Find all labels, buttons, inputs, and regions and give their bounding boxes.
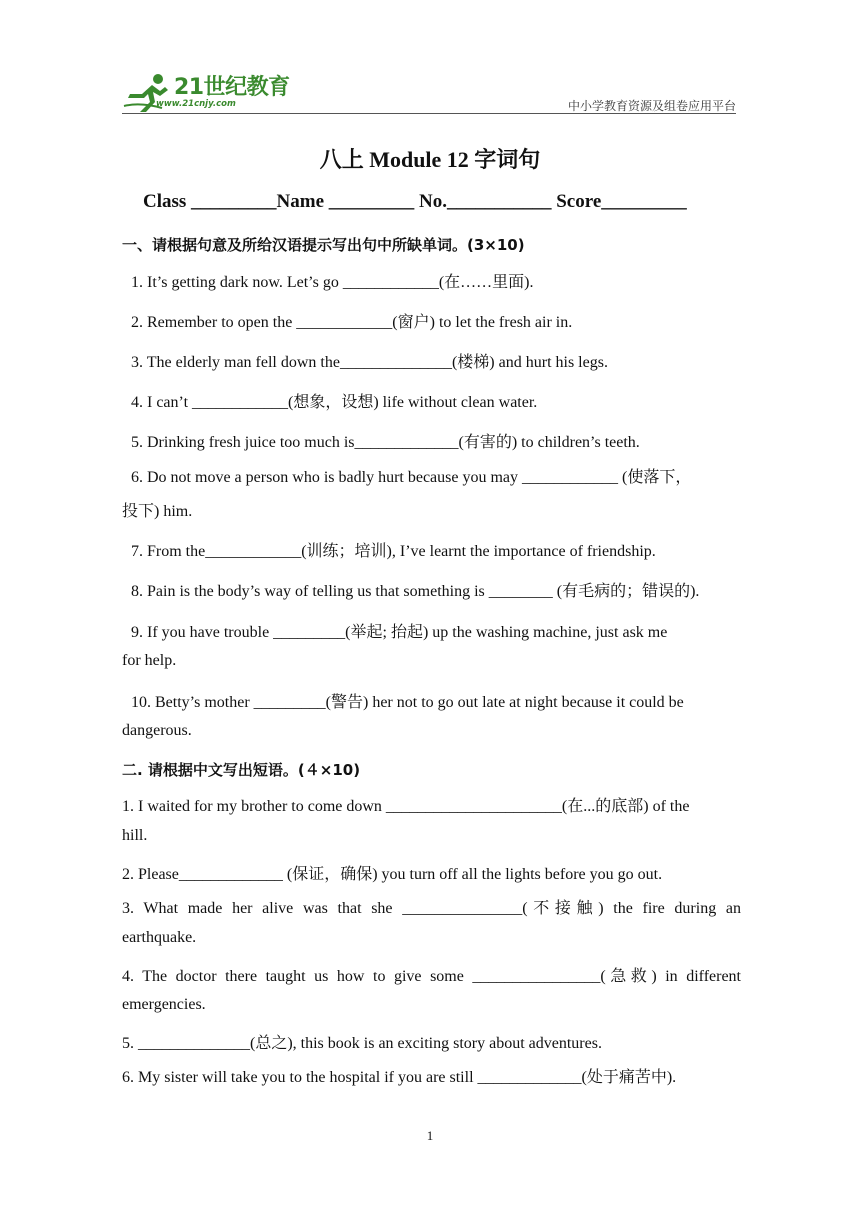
question-1-9: 9. If you have trouble _________(举起; 抬起) up the washing machine, just ask me [131, 624, 668, 641]
section-1-heading: 一、请根据句意及所给汉语提示写出句中所缺单词。(3×10) [122, 236, 525, 254]
section-2-heading: 二. 请根据中文写出短语。(４×10) [122, 761, 361, 779]
logo-text: 21世纪教育 [174, 75, 290, 100]
header-tagline: 中小学教育资源及组卷应用平台 [567, 99, 736, 113]
question-1-10: 10. Betty’s mother _________(警告) her not to go out late at night because it could be [131, 694, 684, 711]
question-1-10-cont: dangerous. [122, 722, 192, 739]
question-2-4-cont: emergencies. [122, 996, 206, 1013]
question-1-6-cont: 投下) him. [122, 503, 193, 520]
question-2-3-cont: earthquake. [122, 929, 197, 946]
question-1-2: 2. Remember to open the ____________(窗户) to let the fresh air in. [131, 314, 573, 331]
question-2-1: 1. I waited for my brother to come down ______________________(在...的底部) of the [122, 798, 690, 815]
question-1-8: 8. Pain is the body’s way of telling us that something is ________ (有毛病的；错误的). [131, 583, 700, 600]
question-1-4: 4. I can’t ____________(想象，设想) life without clean water. [131, 394, 538, 411]
question-1-1: 1. It’s getting dark now. Let’s go ____________(在……里面). [131, 274, 534, 291]
question-2-2: 2. Please_____________ (保证，确保) you turn off all the lights before you go out. [122, 866, 663, 883]
header-divider [122, 113, 736, 114]
question-2-5: 5. ______________(总之), this book is an exciting story about adventures. [122, 1035, 602, 1052]
question-1-3: 3. The elderly man fell down the______________(楼梯) and hurt his legs. [131, 354, 608, 371]
question-2-3: 3. What made her alive was that she _______________(不接触) the fire during an [122, 900, 741, 917]
question-1-5: 5. Drinking fresh juice too much is_____________(有害的) to children’s teeth. [131, 434, 640, 451]
question-2-1-cont: hill. [122, 827, 148, 844]
question-2-6: 6. My sister will take you to the hospital if you are still _____________(处于痛苦中). [122, 1069, 677, 1086]
page-header [122, 68, 736, 116]
page-title: 八上 Module 12 字词句 [319, 147, 541, 172]
student-info-line: Class _________Name _________ No.___________ Score_________ [143, 191, 687, 212]
logo-url: www.21cnjy.com [156, 99, 236, 109]
logo [122, 72, 292, 114]
question-1-6: 6. Do not move a person who is badly hurt because you may ____________ (使落下， [131, 469, 692, 486]
question-1-7: 7. From the____________(训练；培训), I’ve learnt the importance of friendship. [131, 543, 656, 560]
question-1-9-cont: for help. [122, 652, 177, 669]
page-number: 1 [426, 1128, 434, 1143]
question-2-4: 4. The doctor there taught us how to give some ________________(急救) in different [122, 968, 741, 985]
